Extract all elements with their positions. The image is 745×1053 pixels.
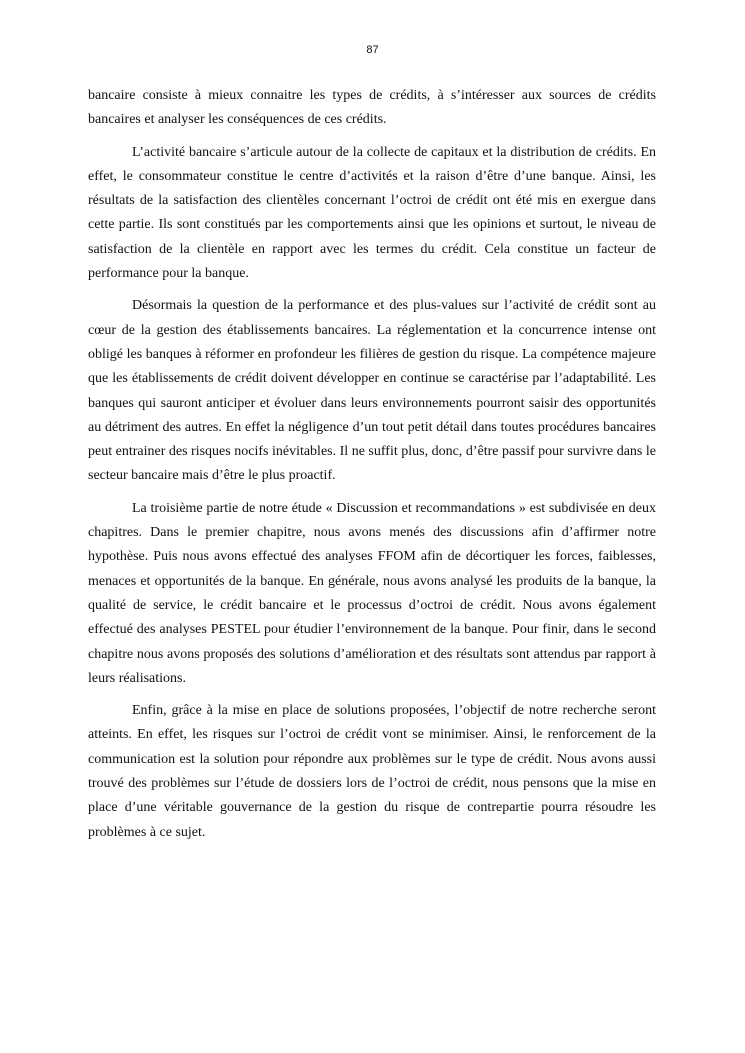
paragraph-banking-activity: L’activité bancaire s’articule autour de la collecte de capitaux et la distribution de crédits. En effet, le consommateur constitue le centre d’activités et la raison d’être d’une banque. Ainsi, les résultats de la satisfaction des clientèles concernant l’octroi de crédit ont été mis en exergue dans cette partie. Ils sont constitués par les comportements ainsi que les opinions et surtout, le niveau de satisfaction de la clientèle en rapport avec les termes du crédit. Cela constitue un facteur de performance pour la banque. bbox=[88, 144, 656, 282]
paragraph-conclusion: Enfin, grâce à la mise en place de solutions proposées, l’objectif de notre recherche seront atteints. En effet, les risques sur l’octroi de crédit vont se minimiser. Ainsi, le renforcement de la communication est la solution pour répondre aux problèmes sur le type de crédit. Nous avons aussi trouvé des problèmes sur l’étude de dossiers lors de l’octroi de crédit, nous pensons que la mise en place d’une véritable gouvernance de la gestion du risque de contrepartie pourra résoudre les problèmes à ce sujet. bbox=[88, 703, 656, 840]
paragraph-performance: Désormais la question de la performance et des plus-values sur l’activité de crédit sont au cœur de la gestion des établissements bancaires. La réglementation et la concurrence intense ont obligé les banques à réformer en profondeur les filières de gestion du risque. La compétence majeure que les établissements de crédit doivent développer en continue se caractérise par l’adaptabilité. Les banques qui sauront anticiper et évoluer dans leurs environnements pourront saisir des opportunités au détriment des autres. En effet la négligence d’un tout petit détail dans toutes procédures bancaires peut entrainer des risques nocifs inévitables. Il ne suffit plus, donc, d’être passif pour survivre dans le secteur bancaire mais d’être le plus proactif. bbox=[88, 298, 656, 484]
paragraph-third-part: La troisième partie de notre étude « Discussion et recommandations » est subdivisée en deux chapitres. Dans le premier chapitre, nous avons menés des discussions afin d’affirmer notre hypothèse. Puis nous avons effectué des analyses FFOM afin de décortiquer les forces, faiblesses, menaces et opportunités de la banque. En générale, nous avons analysé les produits de la banque, la qualité de service, le crédit bancaire et le processus d’octroi de crédit. Nous avons également effectué des analyses PESTEL pour étudier l’environnement de la banque. Pour finir, dans le second chapitre nous avons proposés des solutions d’amélioration et des résultats sont attendus par rapport à leurs réalisations. bbox=[88, 500, 656, 686]
page-number: 87 bbox=[366, 44, 379, 56]
paragraph-continuation: bancaire consiste à mieux connaitre les types de crédits, à s’intéresser aux sources de crédits bancaires et analyser les conséquences de ces crédits. bbox=[88, 88, 656, 128]
body-text bbox=[88, 84, 656, 853]
